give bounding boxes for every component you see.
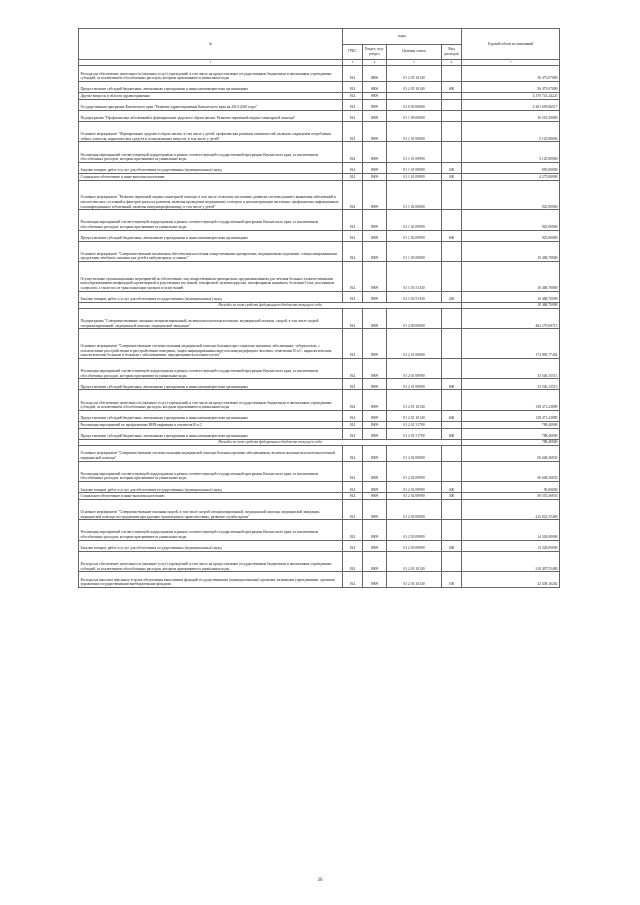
- table-row: [79, 428, 560, 439]
- col-index: 3: [343, 60, 363, 66]
- table-row: [79, 379, 560, 390]
- row-expense-type: [442, 308, 462, 328]
- row-expense-type: 600: [442, 230, 462, 241]
- row-razdel: 0909: [363, 210, 387, 230]
- row-expense-type: [442, 66, 462, 82]
- row-grbs: 814: [343, 493, 363, 500]
- row-expense-type: [442, 390, 462, 410]
- row-amount: 5 125,80000: [462, 142, 560, 162]
- table-row: [79, 180, 560, 210]
- row-grbs: 814: [343, 422, 363, 429]
- row-razdel: 0806: [363, 66, 387, 82]
- row-expense-type: 200: [442, 481, 462, 492]
- col-index: 4: [363, 60, 387, 66]
- row-expense-type: [442, 551, 462, 571]
- row-razdel: 0909: [363, 262, 387, 292]
- row-description: Основное мероприятие "Совершенствование оказания скорой, в том числе скорой специализированной, медицинской помощи, медицинской эвакуации, медицинской помощи пострадавшим при дорожно-транспортных происшествиях, развитие службы крови": [79, 499, 343, 519]
- row-amount: 14 328,00000: [462, 540, 560, 551]
- page-number: 36: [317, 878, 323, 883]
- row-grbs: 814: [343, 142, 363, 162]
- table-row: [79, 410, 560, 421]
- row-razdel: 0909: [363, 92, 387, 99]
- row-amount: 95,00000: [462, 481, 560, 492]
- row-grbs: 814: [343, 390, 363, 410]
- row-target-article: 01 2 01 10140: [387, 410, 442, 421]
- row-target-article: 01 2 01 51790: [387, 422, 442, 429]
- row-description: Реализация мероприятий соответствующей подпрограммы в рамках соответствующей государственной программы Камчатского края, за исключением обособленных расходов, которым присваиваются уникальные коды: [79, 461, 343, 481]
- table-row: [79, 142, 560, 162]
- row-amount: 56 475,07000: [462, 81, 560, 92]
- row-expense-type: 200: [442, 291, 462, 302]
- table-row: [79, 572, 560, 588]
- table-row: [79, 66, 560, 82]
- row-razdel: 0909: [363, 329, 387, 359]
- row-target-article: 01 1 01 09990: [387, 162, 442, 173]
- row-target-article: 01 2 03 10140: [387, 551, 442, 571]
- row-amount: 16 519,30000: [462, 110, 560, 121]
- row-razdel: 0909: [363, 390, 387, 410]
- row-description: Закупка товаров, работ и услуг для обеспечения государственных (муниципальных) нужд: [79, 291, 343, 302]
- table-row: [79, 390, 560, 410]
- row-amount: 4 361 659,06517: [462, 99, 560, 110]
- row-amount: 172 805,77402: [462, 329, 560, 359]
- row-razdel: 0909: [363, 379, 387, 390]
- table-row: [79, 329, 560, 359]
- row-amount: 56 648,36833: [462, 461, 560, 481]
- row-description: Расходы на обеспечение деятельности (оказание услуг) учреждений, в том числе на предоставление государственным бюджетным и автономным учреждениям субсидий, за исключением обособленных расходов, которым присваиваются уникальные коды: [79, 390, 343, 410]
- row-amount: 56 553,36833: [462, 493, 560, 500]
- note-text: Расходы за счет средств федерального бюджета текущего года: [79, 302, 462, 308]
- row-grbs: 814: [343, 379, 363, 390]
- row-amount: 10 468,70000: [462, 241, 560, 261]
- row-target-article: 01 2 00 00000: [387, 308, 442, 328]
- row-grbs: 814: [343, 162, 363, 173]
- row-razdel: 0909: [363, 162, 387, 173]
- row-grbs: 814: [343, 499, 363, 519]
- table-row: [79, 81, 560, 92]
- row-amount: 138 471,23889: [462, 410, 560, 421]
- row-expense-type: [442, 180, 462, 210]
- row-amount: 56 648,36833: [462, 445, 560, 461]
- row-target-article: 01 2 01 09990: [387, 358, 442, 378]
- row-grbs: 814: [343, 180, 363, 210]
- row-target-article: 01 1 01 00000: [387, 121, 442, 141]
- row-expense-type: [442, 241, 462, 261]
- row-grbs: 814: [343, 461, 363, 481]
- row-amount: 56 475,07000: [462, 66, 560, 82]
- row-grbs: 814: [343, 481, 363, 492]
- row-description: Расходы на выплаты персоналу в целях обеспечения выполнения функций государственными (муниципальными) органами, казенными учреждениями, органами управления государственными внебюджетными фондами: [79, 572, 343, 588]
- row-amount: 4 275,80000: [462, 173, 560, 180]
- row-expense-type: [442, 422, 462, 429]
- row-expense-type: 200: [442, 540, 462, 551]
- table-row: [79, 358, 560, 378]
- row-expense-type: [442, 121, 462, 141]
- row-amount: 10 468,70000: [462, 291, 560, 302]
- table-row: [79, 162, 560, 173]
- row-amount: 14 328,00000: [462, 520, 560, 540]
- table-row: [79, 481, 560, 492]
- row-razdel: 0909: [363, 572, 387, 588]
- row-description: Закупка товаров, работ и услуг для обеспечения государственных (муниципальных) нужд: [79, 481, 343, 492]
- row-description: Основное мероприятие "Формирование здорового образа жизни, в том числе у детей, профилактика развития зависимостей, включая сокращение потребления табака, алкоголя, наркотических средств и психоактивных веществ, в том числе у детей": [79, 121, 343, 141]
- row-expense-type: [442, 92, 462, 99]
- row-razdel: 0909: [363, 180, 387, 210]
- row-description: Реализация мероприятий соответствующей подпрограммы в рамках соответствующей государственной программы Камчатского края, за исключением обособленных расходов, которым присваиваются уникальные коды: [79, 142, 343, 162]
- row-description: Расходы на обеспечение деятельности (оказание услуг) учреждений, в том числе на предоставление государственным бюджетным и автономным учреждениям субсидий, за исключением обособленных расходов, которым присваиваются уникальные коды: [79, 551, 343, 571]
- row-target-article: 01 2 01 10140: [387, 390, 442, 410]
- row-expense-type: [442, 262, 462, 292]
- row-target-article: 01 2 05 10140: [387, 81, 442, 92]
- row-description: Подпрограмма "Профилактика заболеваний и формирование здорового образа жизни. Развитие первичной медико-санитарной помощи": [79, 110, 343, 121]
- row-grbs: 814: [343, 81, 363, 92]
- table-row: [79, 241, 560, 261]
- row-grbs: 814: [343, 66, 363, 82]
- row-target-article: 01 1 03 51330: [387, 291, 442, 302]
- row-amount: 5 125,80000: [462, 121, 560, 141]
- table-body: [79, 66, 560, 588]
- row-description: Расходы на обеспечение деятельности (оказание услуг) учреждений, в том числе на предоставление государственным бюджетным и автономным учреждениям субсидий, за исключением обособленных расходов, которым присваиваются уникальные коды: [79, 66, 343, 82]
- row-razdel: 0909: [363, 308, 387, 328]
- row-amount: 218 497,55480: [462, 551, 560, 571]
- row-target-article: 01 2 03 09990: [387, 540, 442, 551]
- row-razdel: 0909: [363, 422, 387, 429]
- row-description: Основное мероприятие "Совершенствование механизмов обеспечения населения лекарственными препаратами, медицинскими изделиями, специализированными продуктами лечебного питания для детей в амбулаторных условиях": [79, 241, 343, 261]
- note-sum: 788,40000: [462, 439, 560, 445]
- table-row: [79, 99, 560, 110]
- header-total: Годовой объем ассигнований: [462, 29, 560, 60]
- row-description: Социальное обеспечение и иные выплаты населению: [79, 493, 343, 500]
- col-index: 7: [462, 60, 560, 66]
- row-amount: 232 825,55480: [462, 499, 560, 519]
- row-target-article: 01 2 01 51790: [387, 428, 442, 439]
- row-expense-type: [442, 445, 462, 461]
- row-grbs: 814: [343, 121, 363, 141]
- row-amount: 925,00000: [462, 230, 560, 241]
- row-razdel: 0909: [363, 358, 387, 378]
- row-target-article: 01 2 03 10140: [387, 572, 442, 588]
- row-description: Подпрограмма "Совершенствование оказания специализированной, включая высокотехнологичную, медицинской помощи, скорой, в том числе скорой специализированной, медицинской помощи, медицинской эвакуации": [79, 308, 343, 328]
- row-grbs: 814: [343, 308, 363, 328]
- row-amount: 788,40000: [462, 428, 560, 439]
- row-amount: 788,40000: [462, 422, 560, 429]
- row-razdel: 0909: [363, 173, 387, 180]
- row-expense-type: 600: [442, 428, 462, 439]
- row-expense-type: 300: [442, 493, 462, 500]
- header-razdel: Раздел, под-раздел: [363, 44, 387, 60]
- table-row: [79, 551, 560, 571]
- table-row: [79, 461, 560, 481]
- row-grbs: 814: [343, 410, 363, 421]
- row-razdel: 0909: [363, 241, 387, 261]
- row-target-article: 01 1 03 00000: [387, 241, 442, 261]
- col-index: 5: [387, 60, 442, 66]
- row-razdel: 0909: [363, 499, 387, 519]
- row-amount: 925,00000: [462, 180, 560, 210]
- row-razdel: 0909: [363, 428, 387, 439]
- row-expense-type: 600: [442, 410, 462, 421]
- row-amount: 32 438,16202: [462, 572, 560, 588]
- row-grbs: 814: [343, 358, 363, 378]
- table-row: [79, 308, 560, 328]
- row-target-article: 01 0 00 00000: [387, 99, 442, 110]
- row-description: Закупка товаров, работ и услуг для обеспечения государственных (муниципальных) нужд: [79, 162, 343, 173]
- row-expense-type: [442, 329, 462, 359]
- row-razdel: 0909: [363, 481, 387, 492]
- row-grbs: 814: [343, 210, 363, 230]
- table-row: [79, 121, 560, 141]
- header-num: №: [79, 29, 343, 60]
- row-target-article: 01 2 01 09990: [387, 379, 442, 390]
- row-expense-type: 600: [442, 379, 462, 390]
- row-description: Основное мероприятие "Совершенствование системы оказания медицинской помощи больным при социально-значимых заболеваниях: туберкулезом, с психическими расстройствами и расстройствами поведения, лицам инфицированным вирусом иммунодефицита человека, гепатитами В и С, наркологическим, онкологическим больным и больным с заболеваниями, передающимися половым путем": [79, 329, 343, 359]
- row-description: Осуществление организационных мероприятий по обеспечению лиц лекарственными препаратами, предназначенными для лечения больных злокачественными новообразованиями лимфоидной, кроветворной и родственных им тканей, гемофилией, муковисцидозом, гипофизарным нанизмом, болезнью Гоше, рассеянным склерозом, а также после трансплантации органов и (или) тканей: [79, 262, 343, 292]
- row-grbs: 814: [343, 329, 363, 359]
- row-description: Другие вопросы в области здравоохранения: [79, 92, 343, 99]
- row-grbs: 814: [343, 291, 363, 302]
- row-razdel: 0909: [363, 230, 387, 241]
- row-grbs: 814: [343, 428, 363, 439]
- row-razdel: 0909: [363, 121, 387, 141]
- row-expense-type: [442, 110, 462, 121]
- row-target-article: 01 2 03 09990: [387, 520, 442, 540]
- col-index: 1: [79, 60, 343, 66]
- row-target-article: 01 1 00 00000: [387, 110, 442, 121]
- row-target-article: 01 2 05 10140: [387, 66, 442, 82]
- note-text: Расходы за счет средств федерального бюджета текущего года: [79, 439, 462, 445]
- row-grbs: 814: [343, 262, 363, 292]
- row-razdel: 0909: [363, 410, 387, 421]
- row-grbs: 814: [343, 572, 363, 588]
- row-grbs: 814: [343, 110, 363, 121]
- header-cs: Целевая статья: [387, 44, 442, 60]
- row-description: Реализация мероприятий соответствующей подпрограммы в рамках соответствующей государственной программы Камчатского края, за исключением обособленных расходов, которым присваиваются уникальные коды: [79, 520, 343, 540]
- row-amount: 138 471,23889: [462, 390, 560, 410]
- row-amount: 4 376 741,24225: [462, 92, 560, 99]
- table-row: [79, 110, 560, 121]
- row-target-article: 01 2 02 00000: [387, 445, 442, 461]
- row-grbs: 814: [343, 520, 363, 540]
- row-razdel: 0909: [363, 461, 387, 481]
- row-expense-type: [442, 142, 462, 162]
- row-description: Реализация мероприятий по профилактике ВИЧ-инфекции и гепатитов В и С: [79, 422, 343, 429]
- row-target-article: 01 1 02 00000: [387, 180, 442, 210]
- row-grbs: 814: [343, 173, 363, 180]
- table-row: [79, 173, 560, 180]
- row-amount: 462 279,69715: [462, 308, 560, 328]
- header-grbs: ГРБС: [343, 44, 363, 60]
- row-amount: 925,00000: [462, 210, 560, 230]
- row-expense-type: 100: [442, 572, 462, 588]
- row-target-article: 01 2 03 00000: [387, 499, 442, 519]
- row-expense-type: 600: [442, 81, 462, 92]
- table-row: [79, 520, 560, 540]
- table-row: [79, 210, 560, 230]
- row-grbs: 814: [343, 241, 363, 261]
- row-expense-type: [442, 210, 462, 230]
- row-razdel: 0909: [363, 291, 387, 302]
- row-grbs: 814: [343, 230, 363, 241]
- row-expense-type: [442, 358, 462, 378]
- row-expense-type: 300: [442, 173, 462, 180]
- row-description: Реализация мероприятий соответствующей подпрограммы в рамках соответствующей государственной программы Камчатского края, за исключением обособленных расходов, которым присваиваются уникальные коды: [79, 358, 343, 378]
- table-row: [79, 92, 560, 99]
- row-description: Государственная программа Камчатского края "Развитие здравоохранения Камчатского края на 2014-2020 годы": [79, 99, 343, 110]
- row-target-article: [387, 92, 442, 99]
- row-target-article: 01 1 02 09990: [387, 230, 442, 241]
- row-razdel: 0909: [363, 520, 387, 540]
- table-row: [79, 291, 560, 302]
- header-codes: коды: [343, 29, 462, 45]
- row-expense-type: [442, 520, 462, 540]
- row-expense-type: [442, 461, 462, 481]
- row-amount: 33 546,13513: [462, 358, 560, 378]
- row-razdel: 0909: [363, 540, 387, 551]
- row-target-article: 01 1 02 09990: [387, 210, 442, 230]
- table-row: [79, 445, 560, 461]
- row-expense-type: [442, 99, 462, 110]
- row-target-article: 01 2 02 09990: [387, 461, 442, 481]
- table-row: [79, 540, 560, 551]
- row-target-article: 01 1 03 51330: [387, 262, 442, 292]
- table-row: [79, 493, 560, 500]
- row-expense-type: 200: [442, 162, 462, 173]
- row-razdel: 0909: [363, 99, 387, 110]
- row-razdel: 0909: [363, 110, 387, 121]
- budget-table: [78, 28, 560, 588]
- row-target-article: 01 1 01 09990: [387, 142, 442, 162]
- row-grbs: 814: [343, 551, 363, 571]
- table-row: [79, 262, 560, 292]
- row-target-article: 01 2 02 09990: [387, 481, 442, 492]
- note-sum: 10 468,70000: [462, 302, 560, 308]
- row-amount: 850,00000: [462, 162, 560, 173]
- row-target-article: 01 2 01 00000: [387, 329, 442, 359]
- row-description: Основное мероприятие "Развитие первичной медико-санитарной помощи, в том числе сельскому населению, развитие системы раннего выявления заболеваний и патологических состояний и факторов риска их развития, включая проведение медицинских осмотров и диспансеризации населения, профилактика инфекционных и неинфекционных заболеваний, включая иммунопрофилактику, в том числе у детей": [79, 180, 343, 210]
- row-razdel: 0909: [363, 445, 387, 461]
- row-description: Закупка товаров, работ и услуг для обеспечения государственных (муниципальных) нужд: [79, 540, 343, 551]
- row-description: Реализация мероприятий соответствующей подпрограммы в рамках соответствующей государственной программы Камчатского края, за исключением обособленных расходов, которым присваиваются уникальные коды: [79, 210, 343, 230]
- row-razdel: 0806: [363, 81, 387, 92]
- row-description: Социальное обеспечение и иные выплаты населению: [79, 173, 343, 180]
- row-razdel: 0909: [363, 493, 387, 500]
- table-row: [79, 230, 560, 241]
- row-razdel: 0909: [363, 551, 387, 571]
- row-target-article: 01 1 01 09990: [387, 173, 442, 180]
- row-description: Предоставление субсидий бюджетным, автономным учреждениям и иным некоммерческим организациям: [79, 428, 343, 439]
- row-expense-type: [442, 499, 462, 519]
- row-description: Основное мероприятие "Совершенствование системы оказания медицинской помощи больным прочими заболеваниями, включая оказание высокотехнологичной медицинской помощи": [79, 445, 343, 461]
- row-description: Предоставление субсидий бюджетным, автономным учреждениям и иным некоммерческим организациям: [79, 230, 343, 241]
- header-vr: Вид расходов: [442, 44, 462, 60]
- row-description: Предоставление субсидий бюджетным, автономным учреждениям и иным некоммерческим организациям: [79, 410, 343, 421]
- table-row: [79, 499, 560, 519]
- row-description: Предоставление субсидий бюджетным, автономным учреждениям и иным некоммерческим организациям: [79, 379, 343, 390]
- table-row: [79, 422, 560, 429]
- row-razdel: 0909: [363, 142, 387, 162]
- row-grbs: 814: [343, 99, 363, 110]
- row-description: Предоставление субсидий бюджетным, автономным учреждениям и иным некоммерческим организациям: [79, 81, 343, 92]
- row-target-article: 01 2 02 09990: [387, 493, 442, 500]
- row-grbs: 814: [343, 92, 363, 99]
- row-grbs: 814: [343, 540, 363, 551]
- row-amount: 10 468,70000: [462, 262, 560, 292]
- header-row-top: [79, 29, 560, 45]
- row-amount: 33 546,13513: [462, 379, 560, 390]
- row-grbs: 814: [343, 445, 363, 461]
- col-index: 6: [442, 60, 462, 66]
